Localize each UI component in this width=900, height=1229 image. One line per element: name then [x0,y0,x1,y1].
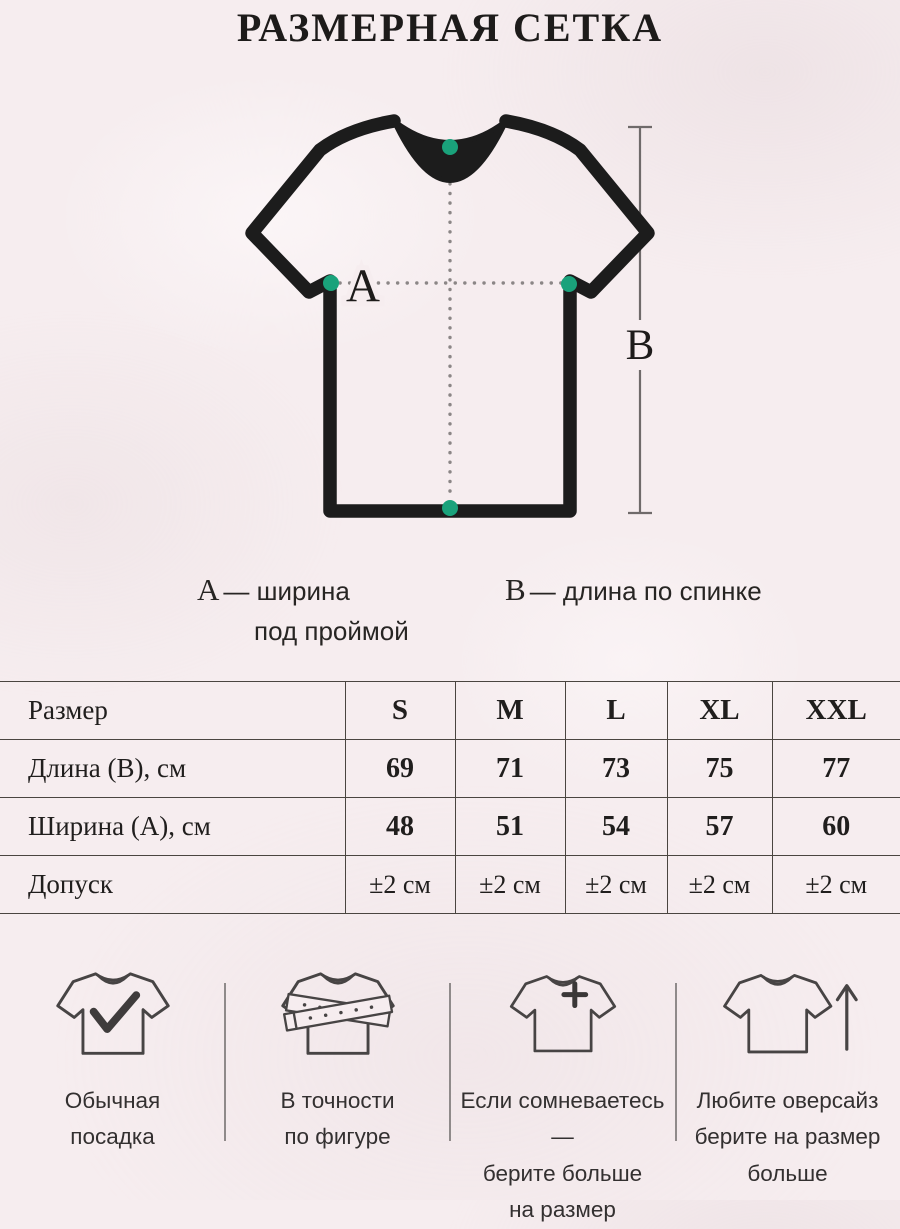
tshirt-check-icon [50,963,176,1069]
legend-letter-a: А [197,572,220,607]
footer-divider [449,983,451,1141]
tshirt-tape-icon [275,963,401,1069]
fit-option-size-up-doubt: Если сомневаетесь — берите больше на размер [450,963,675,1229]
measure-label-b: В [625,322,655,369]
measure-label-a: А [346,260,380,312]
legend-width: А — ширина под проймой [197,572,409,646]
col-header-size: Размер [28,695,108,725]
col-header-l: L [565,682,667,740]
row-label: Длина (В), см [28,753,187,783]
legend-length: В — длина по спинке [505,572,762,607]
page-title: РАЗМЕРНАЯ СЕТКА [236,5,664,50]
row-label: Ширина (А), см [28,811,211,841]
row-label: Допуск [28,869,113,899]
tshirt-measurement-diagram [0,60,900,560]
fit-option-oversize: Любите оверсайз берите на размер больше [675,963,900,1229]
dotted-guides [340,155,562,500]
table-row-tolerance: Допуск ±2 см ±2 см ±2 см ±2 см ±2 см [0,856,900,914]
table-header-row [0,682,900,740]
footer-divider [675,983,677,1141]
col-header-s: S [345,682,455,740]
col-header-xxl: XXL [772,682,900,740]
fit-option-regular: Обычная посадка [0,963,225,1229]
col-header-xl: XL [667,682,772,740]
tshirt-plus-icon [504,963,622,1069]
size-table [0,681,900,914]
col-header-m: M [455,682,565,740]
measure-line-b [628,127,652,513]
legend-letter-b: В [505,572,526,607]
tshirt-arrow-icon [717,963,859,1069]
fit-option-exact: В точности по фигуре [225,963,450,1229]
table-row-width: Ширина (А), см 48 51 54 57 60 [0,798,900,856]
footer-divider [224,983,226,1141]
table-row-length: Длина (В), см 69 71 73 75 77 [0,740,900,798]
